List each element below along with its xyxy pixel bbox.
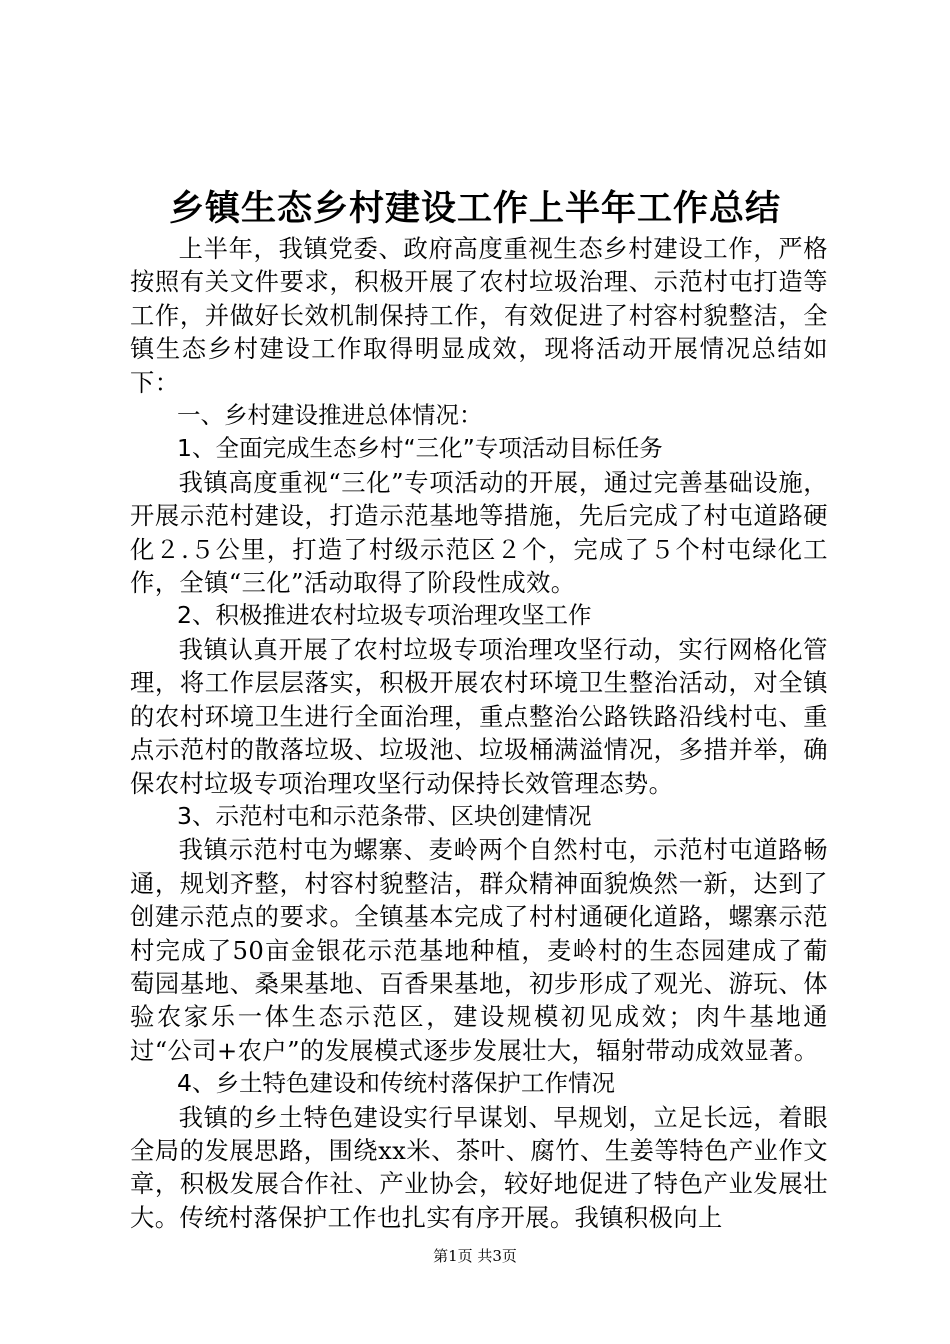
document-title: 乡镇生态乡村建设工作上半年工作总结 bbox=[168, 189, 781, 229]
item-3-heading: 3、示范村屯和示范条带、区块创建情况 bbox=[177, 801, 592, 830]
item-1-paragraph: 我镇高度重视“三化”专项活动的开展，通过完善基础设施，开展示范村建设，打造示范基地等措施，先后完成了村屯道路硬化２.５公里，打造了村级示范区２个，完成了５个村屯绿化工作，全镇“三化”活动取得了阶段性成效。 bbox=[130, 467, 828, 598]
document-body bbox=[130, 232, 828, 1234]
section-1-heading: 一、乡村建设推进总体情况： bbox=[177, 401, 483, 430]
page-number-footer: 第1页 共3页 bbox=[433, 1247, 517, 1265]
item-2-heading: 2、积极推进农村垃圾专项治理攻坚工作 bbox=[177, 601, 592, 630]
item-2-paragraph: 我镇认真开展了农村垃圾专项治理攻坚行动，实行网格化管理，将工作层层落实，积极开展农村环境卫生整治活动，对全镇的农村环境卫生进行全面治理，重点整治公路铁路沿线村屯、重点示范村的散落垃圾、垃圾池、垃圾桶满溢情况，多措并举，确保农村垃圾专项治理攻坚行动保持长效管理态势。 bbox=[130, 634, 828, 798]
item-4-heading: 4、乡土特色建设和传统村落保护工作情况 bbox=[177, 1069, 615, 1098]
item-4-paragraph: 我镇的乡土特色建设实行早谋划、早规划，立足长远，着眼全局的发展思路，围绕xx米、茶叶、腐竹、生姜等特色产业作文章，积极发展合作社、产业协会，较好地促进了特色产业发展壮大。传统村落保护工作也扎实有序开展。我镇积极向上 bbox=[130, 1102, 828, 1232]
item-3-paragraph: 我镇示范村屯为螺寨、麦岭两个自然村屯，示范村屯道路畅通，规划齐整，村容村貌整洁，群众精神面貌焕然一新，达到了创建示范点的要求。全镇基本完成了村村通硬化道路，螺寨示范村完成了50亩金银花示范基地种植，麦岭村的生态园建成了葡萄园基地、桑果基地、百香果基地，初步形成了观光、游玩、体验农家乐一体生态示范区，建设规模初见成效；肉牛基地通过“公司+农户”的发展模式逐步发展壮大，辐射带动成效显著。 bbox=[130, 835, 828, 1065]
item-1-heading: 1、全面完成生态乡村“三化”专项活动目标任务 bbox=[177, 434, 663, 463]
intro-paragraph: 上半年，我镇党委、政府高度重视生态乡村建设工作，严格按照有关文件要求，积极开展了农村垃圾治理、示范村屯打造等工作，并做好长效机制保持工作，有效促进了村容村貌整洁，全镇生态乡村建设工作取得明显成效，现将活动开展情况总结如下： bbox=[130, 234, 828, 397]
